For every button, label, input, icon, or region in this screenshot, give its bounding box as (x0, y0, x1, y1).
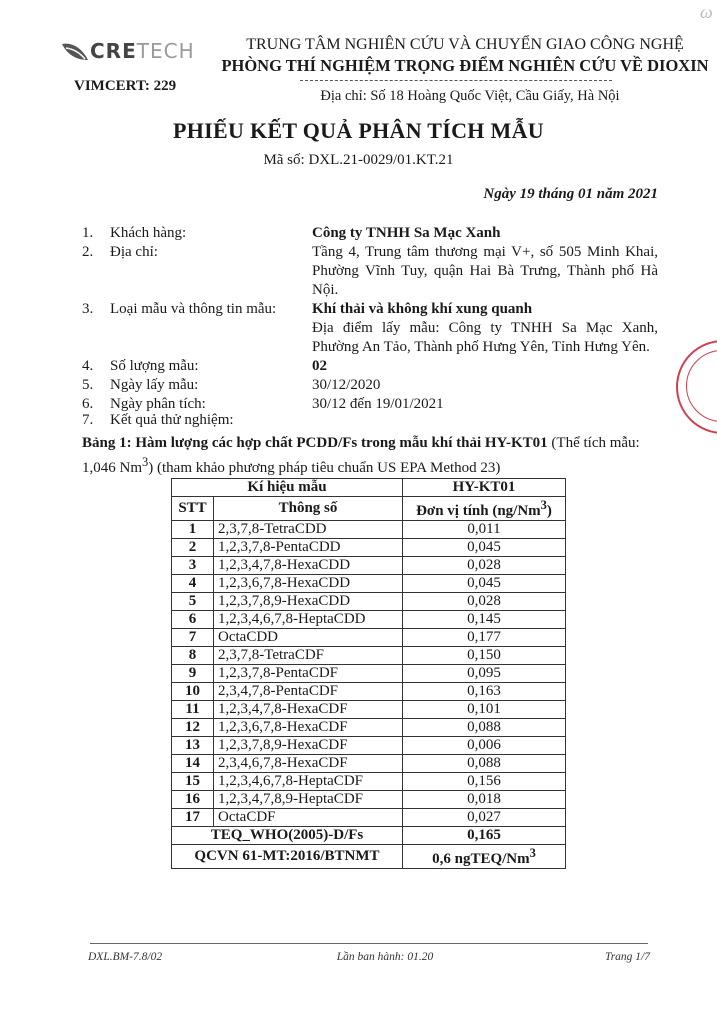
row-value: 0,045 (403, 539, 566, 557)
info-num: 4. (82, 358, 94, 374)
row-value: 0,156 (403, 773, 566, 791)
row-stt: 16 (172, 791, 214, 809)
info-num: 2. (82, 244, 94, 260)
info-num: 3. (82, 301, 94, 317)
table-row (172, 755, 566, 773)
footer-issue: Lần ban hành: 01.20 (336, 951, 434, 963)
row-stt: 8 (172, 647, 214, 665)
header-unit: Đơn vị tính (ng/Nm$^3$) (403, 497, 566, 521)
table-row (172, 701, 566, 719)
row-param: 1,2,3,6,7,8-HexaCDD (214, 575, 403, 593)
row-stt: 11 (172, 701, 214, 719)
row-value: 0,145 (403, 611, 566, 629)
row-stt: 10 (172, 683, 214, 701)
row-param: OctaCDF (214, 809, 403, 827)
info-label-address: Địa chỉ: (110, 244, 158, 260)
row-stt: 13 (172, 737, 214, 755)
caption-title: Bảng 1: Hàm lượng các hợp chất PCDD/Fs trong mẫu khí thải HY-KT01 (82, 435, 548, 451)
row-param: 1,2,3,4,7,8,9-HeptaCDF (214, 791, 403, 809)
limit-label: QCVN 61-MT:2016/BTNMT (172, 845, 403, 869)
caption-method: ) (tham khảo phương pháp tiêu chuẩn US EPA Method 23) (148, 460, 501, 476)
table-row (172, 557, 566, 575)
row-stt: 12 (172, 719, 214, 737)
row-param: OctaCDD (214, 629, 403, 647)
leaf-logo-icon (60, 40, 90, 62)
row-param: 2,3,7,8-TetraCDF (214, 647, 403, 665)
table-row (172, 593, 566, 611)
teq-value: 0,165 (403, 827, 566, 845)
row-value: 0,088 (403, 719, 566, 737)
table-header-row (172, 479, 566, 497)
table-row (172, 665, 566, 683)
table-row (172, 719, 566, 737)
info-num: 5. (82, 377, 94, 393)
row-stt: 15 (172, 773, 214, 791)
row-param: 1,2,3,4,6,7,8-HeptaCDD (214, 611, 403, 629)
row-stt: 7 (172, 629, 214, 647)
document-date: Ngày 19 tháng 01 năm 2021 (483, 186, 658, 202)
row-value: 0,150 (403, 647, 566, 665)
footer-form-code: DXL.BM-7.8/02 (88, 951, 163, 963)
table-row (172, 809, 566, 827)
row-value: 0,088 (403, 755, 566, 773)
info-value-sample-count: 02 (312, 358, 327, 374)
document-title: PHIẾU KẾT QUẢ PHÂN TÍCH MẪU (173, 118, 544, 143)
table-header-row (172, 497, 566, 521)
row-param: 2,3,4,6,7,8-HexaCDF (214, 755, 403, 773)
row-value: 0,028 (403, 557, 566, 575)
footer-page: Trang 1/7 (604, 951, 650, 963)
table-row (172, 629, 566, 647)
logo-text-light: TECH (136, 39, 195, 63)
row-stt: 2 (172, 539, 214, 557)
row-value: 0,101 (403, 701, 566, 719)
limit-row (172, 845, 566, 869)
org-name-line2: PHÒNG THÍ NGHIỆM TRỌNG ĐIỂM NGHIÊN CỨU VỀ DIOXIN (221, 56, 709, 75)
info-num: 6. (82, 396, 94, 412)
row-value: 0,045 (403, 575, 566, 593)
teq-row (172, 827, 566, 845)
row-value: 0,163 (403, 683, 566, 701)
caption-volume: (Thể tích mẫu: 1,046 Nm (82, 435, 640, 476)
org-address: Địa chỉ: Số 18 Hoàng Quốc Việt, Cầu Giấy, Hà Nội (320, 88, 620, 104)
results-table (171, 478, 566, 869)
row-param: 1,2,3,4,7,8-HexaCDD (214, 557, 403, 575)
info-value-sampling-date: 30/12/2020 (312, 377, 381, 393)
footer-divider (90, 943, 648, 944)
header-param: Thông số (214, 497, 403, 521)
table-row (172, 521, 566, 539)
row-value: 0,006 (403, 737, 566, 755)
info-label-test-result: Kết quả thử nghiệm: (110, 412, 234, 428)
table-row (172, 647, 566, 665)
info-label-sample-count: Số lượng mẫu: (110, 358, 199, 374)
row-value: 0,095 (403, 665, 566, 683)
row-value: 0,028 (403, 593, 566, 611)
table-row (172, 683, 566, 701)
row-stt: 14 (172, 755, 214, 773)
row-stt: 17 (172, 809, 214, 827)
info-value-sample-type: Khí thải và không khí xung quanh (312, 301, 533, 317)
row-stt: 6 (172, 611, 214, 629)
row-stt: 3 (172, 557, 214, 575)
row-param: 1,2,3,6,7,8-HexaCDF (214, 719, 403, 737)
row-value: 0,027 (403, 809, 566, 827)
table-caption (82, 434, 662, 478)
table-row (172, 773, 566, 791)
table-row (172, 539, 566, 557)
row-stt: 9 (172, 665, 214, 683)
info-num: 1. (82, 225, 94, 241)
row-stt: 4 (172, 575, 214, 593)
caption-sup: 3 (142, 455, 149, 469)
table-row (172, 737, 566, 755)
official-stamp (676, 340, 717, 434)
row-param: 1,2,3,4,6,7,8-HeptaCDF (214, 773, 403, 791)
info-value-analysis-date: 30/12 đến 19/01/2021 (312, 396, 444, 412)
vimcert-label: VIMCERT: 229 (74, 78, 177, 94)
document-code: Mã số: DXL.21-0029/01.KT.21 (263, 152, 454, 168)
row-value: 0,018 (403, 791, 566, 809)
row-param: 1,2,3,4,7,8-HexaCDF (214, 701, 403, 719)
handwritten-mark: ω (700, 2, 713, 22)
header-sample-id: HY-KT01 (403, 479, 566, 497)
org-name-line1: TRUNG TÂM NGHIÊN CỨU VÀ CHUYỂN GIAO CÔNG NGHỆ (246, 36, 684, 53)
row-param: 1,2,3,7,8,9-HexaCDF (214, 737, 403, 755)
row-param: 1,2,3,7,8-PentaCDD (214, 539, 403, 557)
row-param: 2,3,4,7,8-PentaCDF (214, 683, 403, 701)
row-stt: 5 (172, 593, 214, 611)
table-row (172, 791, 566, 809)
teq-label: TEQ_WHO(2005)-D/Fs (172, 827, 403, 845)
row-param: 1,2,3,7,8,9-HexaCDD (214, 593, 403, 611)
row-stt: 1 (172, 521, 214, 539)
limit-value: 0,6 ngTEQ/Nm$^3$ (403, 845, 566, 869)
row-param: 1,2,3,7,8-PentaCDF (214, 665, 403, 683)
info-value-address: Tầng 4, Trung tâm thương mại V+, số 505 Minh Khai, Phường Vĩnh Tuy, quận Hai Bà Trưng, Thành phố Hà Nội. (312, 244, 658, 298)
info-label-customer: Khách hàng: (110, 225, 187, 241)
header-divider (300, 80, 612, 81)
table-row (172, 611, 566, 629)
info-label-analysis-date: Ngày phân tích: (110, 396, 206, 412)
header-sample-symbol: Kí hiệu mẫu (172, 479, 403, 497)
row-param: 2,3,7,8-TetraCDD (214, 521, 403, 539)
info-value-sampling-location: Địa điểm lấy mẫu: Công ty TNHH Sa Mạc Xanh, Phường An Tảo, Thành phố Hưng Yên, Tỉnh Hưng Yên. (312, 320, 658, 355)
table-row (172, 575, 566, 593)
cretech-logo (60, 36, 200, 66)
row-value: 0,177 (403, 629, 566, 647)
info-label-sample-type: Loại mẫu và thông tin mẫu: (110, 301, 277, 317)
info-value-customer: Công ty TNHH Sa Mạc Xanh (312, 225, 501, 241)
info-label-sampling-date: Ngày lấy mẫu: (110, 377, 199, 393)
row-value: 0,011 (403, 521, 566, 539)
info-num: 7. (82, 412, 94, 428)
logo-text-bold: CRE (90, 39, 137, 63)
header-stt: STT (172, 497, 214, 521)
